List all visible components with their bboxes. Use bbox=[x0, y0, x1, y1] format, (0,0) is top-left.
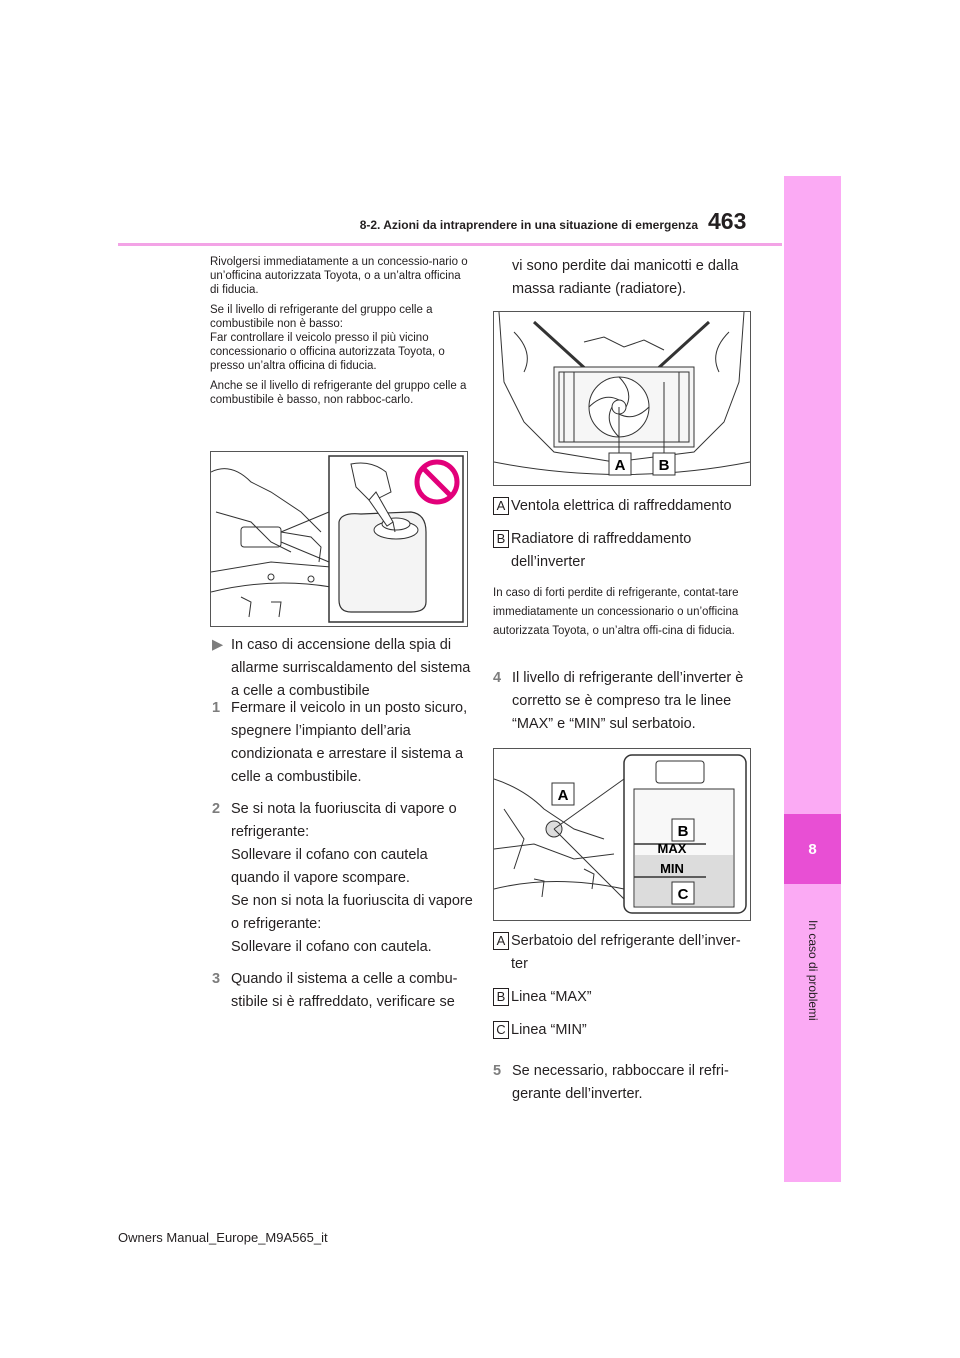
callout-c bbox=[672, 882, 694, 904]
warning-item-text: In caso di accensione della spia di allarme surriscaldamento del sistema a celle a combustibile bbox=[231, 637, 471, 699]
legend-letter: A bbox=[493, 497, 509, 515]
chapter-number-box: 8 bbox=[784, 814, 841, 884]
legend-figure2 bbox=[493, 495, 755, 584]
left-notes bbox=[210, 255, 470, 413]
legend-text: Serbatoio del refrigerante dell’inver-ter bbox=[511, 933, 741, 972]
step-text: Quando il sistema a celle a combu-stibile si è raffreddato, verificare se bbox=[231, 971, 458, 1010]
step5 bbox=[493, 1060, 755, 1111]
legend-letter: C bbox=[493, 1021, 509, 1039]
note-paragraph: Se il livello di refrigerante del gruppo celle a combustibile non è basso: bbox=[210, 304, 433, 330]
legend-text: Radiatore di raffreddamento dell’inverter bbox=[511, 531, 692, 570]
step-text: Fermare il veicolo in un posto sicuro, spegnere l’impianto dell’aria condizionata e arrestare il sistema a celle a combustibile. bbox=[231, 700, 468, 785]
legend-letter: B bbox=[493, 530, 509, 548]
legend-item bbox=[493, 495, 755, 518]
legend-item bbox=[493, 528, 755, 574]
legend-figure3 bbox=[493, 930, 755, 1052]
step-number: 1 bbox=[212, 700, 221, 716]
engine-bay-illustration bbox=[211, 452, 467, 626]
note-paragraph: Anche se il livello di refrigerante del gruppo celle a combustibile è basso, non rabboc-carlo. bbox=[210, 380, 467, 406]
callout-a-label: A bbox=[614, 457, 626, 474]
callout-a bbox=[609, 453, 631, 475]
step3-continuation: vi sono perdite dai manicotti e dalla massa radiante (radiatore). bbox=[512, 258, 739, 297]
chapter-title-vertical bbox=[780, 920, 846, 1120]
callout-b-label: B bbox=[658, 457, 670, 474]
legend-item bbox=[493, 986, 755, 1009]
step-subtext: Sollevare il cofano con cautela. bbox=[231, 939, 432, 955]
callout-b-label: B bbox=[677, 823, 689, 840]
legend-item bbox=[493, 1019, 755, 1042]
step-number: 3 bbox=[212, 971, 221, 987]
step-text: Se necessario, rabboccare il refri-gerante dell’inverter. bbox=[512, 1063, 729, 1102]
max-marking: MAX bbox=[657, 841, 687, 856]
radiator-illustration bbox=[494, 312, 750, 485]
legend-item bbox=[493, 930, 755, 976]
step-text: Se si nota la fuoriuscita di vapore o refrigerante: bbox=[231, 801, 457, 840]
note-paragraph: Far controllare il veicolo presso il più vicino concessionario o officina autorizzata Toyota, o presso un’altra officina di fiducia. bbox=[210, 332, 445, 372]
callout-b bbox=[653, 453, 675, 475]
leak-note: In caso di forti perdite di refrigerante, contat-tare immediatamente un concessionario o un’officina autorizzata Toyota, o un’altra offi-cina di fiducia. bbox=[493, 587, 739, 637]
step-number: 4 bbox=[493, 670, 502, 686]
legend-text: Linea “MIN” bbox=[511, 1022, 587, 1038]
legend-letter: A bbox=[493, 932, 509, 950]
triangle-bullet-icon: ▶ bbox=[212, 637, 224, 653]
chapter-title: In caso di problemi bbox=[806, 920, 820, 1021]
section-title: 8-2. Azioni da intraprendere in una situazione di emergenza bbox=[359, 218, 698, 232]
note-paragraph: Rivolgersi immediatamente a un concessio-nario o un’officina autorizzata Toyota, o a un’altra officina di fiducia. bbox=[210, 256, 468, 296]
steps-left bbox=[212, 697, 474, 1019]
step-number: 5 bbox=[493, 1063, 502, 1079]
callout-a bbox=[552, 783, 574, 805]
figure-reservoir bbox=[493, 748, 751, 921]
step-subtext: Sollevare il cofano con cautela quando il vapore scompare. bbox=[231, 847, 428, 886]
step4 bbox=[493, 667, 755, 741]
min-marking: MIN bbox=[660, 861, 684, 876]
step-subtext: Se non si nota la fuoriuscita di vapore o refrigerante: bbox=[231, 893, 473, 932]
legend-letter: B bbox=[493, 988, 509, 1006]
figure-no-refill bbox=[210, 451, 468, 627]
page-number: 463 bbox=[708, 208, 747, 234]
callout-b bbox=[672, 819, 694, 841]
footer-document-id: Owners Manual_Europe_M9A565_it bbox=[118, 1230, 328, 1245]
step-number: 2 bbox=[212, 801, 221, 817]
legend-text: Ventola elettrica di raffreddamento bbox=[511, 498, 732, 514]
figure-radiator bbox=[493, 311, 751, 486]
legend-text: Linea “MAX” bbox=[511, 989, 592, 1005]
callout-a-label: A bbox=[557, 787, 569, 804]
callout-c-label: C bbox=[677, 886, 689, 903]
step-text: Il livello di refrigerante dell’inverter è corretto se è compreso tra le linee “MAX” e “MIN” sul serbatoio. bbox=[512, 670, 744, 732]
reservoir-illustration bbox=[494, 749, 750, 920]
header-rule bbox=[118, 243, 782, 246]
